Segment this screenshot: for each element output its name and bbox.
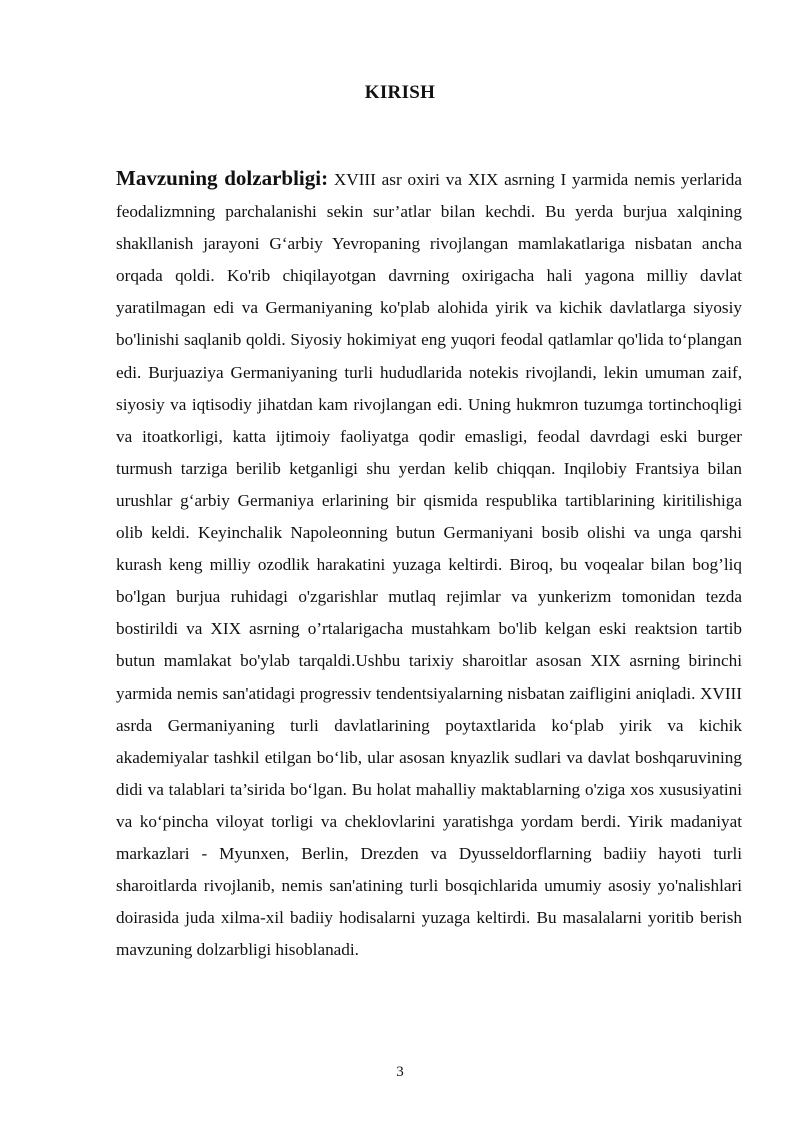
body-paragraph (116, 162, 742, 966)
paragraph-text: XVIII asr oxiri va XIX asrning I yarmida nemis yerlarida feodalizmning parchalanishi sekin sur’atlar bilan kechdi. Bu yerda burjua xalqining shakllanish jarayoni G‘arbiy Yevropaning rivojlangan mamlakatlariga nisbatan ancha orqada qoldi. Ko'rib chiqilayotgan davrning oxirigacha hali yagona milliy davlat yaratilmagan edi va Germaniyaning ko'plab alohida yirik va kichik davlatlarga siyosiy bo'linishi saqlanib qoldi. Siyosiy hokimiyat eng yuqori feodal qatlamlar qo'lida to‘plangan edi. Burjuaziya Germaniyaning turli hududlarida notekis rivojlandi, lekin umuman zaif, siyosiy va iqtisodiy jihatdan kam rivojlangan edi. Uning hukmron tuzumga tortinchoqligi va itoatkorligi, katta ijtimoiy faoliyatga qodir emasligi, feodal davrdagi eski burger turmush tarziga berilib ketganligi shu yerdan kelib chiqqan. Inqilobiy Frantsiya bilan urushlar g‘arbiy Germaniya erlarining bir qismida respublika tartiblarining kiritilishiga olib keldi. Keyinchalik Napoleonning butun Germaniyani bosib olishi va unga qarshi kurash keng milliy ozodlik harakatini yuzaga keltirdi. Biroq, bu voqealar bilan bog’liq bo'lgan burjua ruhidagi o'zgarishlar mutlaq rejimlar va yunkerizm tomonidan tezda bostirildi va XIX asrning o’rtalarigacha mustahkam bo'lib kelgan eski reaktsion tartib butun mamlakat bo'ylab tarqaldi.Ushbu tarixiy sharoitlar asosan XIX asrning birinchi yarmida nemis san'atidagi progressiv tendentsiyalarning nisbatan zaifligini aniqladi. XVIII asrda Germaniyaning turli davlatlarining poytaxtlarida ko‘plab yirik va kichik akademiyalar tashkil etilgan bo‘lib, ular asosan knyazlik sudlari va davlat boshqaruvining didi va talablari ta’sirida bo‘lgan. Bu holat mahalliy maktablarning o'ziga xos xususiyatini va ko‘pincha viloyat torligi va cheklovlarini yaratishga yordam berdi. Yirik madaniyat markazlari - Myunxen, Berlin, Drezden va Dyusseldorflarning badiiy hayoti turli sharoitlarda rivojlanib, nemis san'atining turli bosqichlarida umumiy asosiy yo'nalishlari doirasida juda xilma-xil badiiy hodisalarni yuzaga keltirdi. Bu masalalarni yoritib berish mavzuning dolzarbligi hisoblanadi. (116, 170, 742, 960)
page-title: KIRISH (364, 82, 436, 103)
section-lead-heading: Mavzuning dolzarbligi: (116, 166, 329, 190)
page-number: 3 (396, 1064, 404, 1080)
